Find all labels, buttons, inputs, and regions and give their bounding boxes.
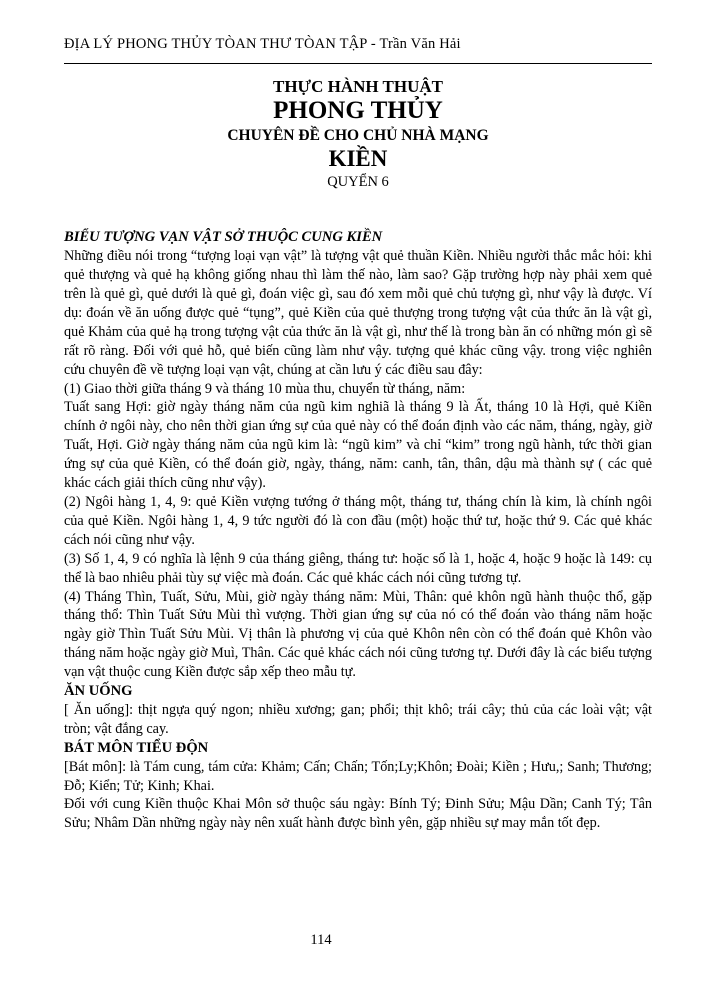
- title-line-2: PHONG THỦY: [273, 97, 443, 125]
- header-divider: [64, 63, 652, 64]
- paragraph-bat-mon-list: [Bát môn]: là Tám cung, tám cửa: Khảm; Cấn; Chấn; Tốn;Ly;Khôn; Đoài; Kiền ; Hưu,; Sanh; Thương; Đỗ; Kiển; Tử; Kinh; Khai.: [64, 758, 652, 794]
- page-number: 114: [310, 932, 332, 948]
- subheading-an-uong: ĂN UỐNG: [64, 683, 133, 700]
- subheading-bat-mon: BÁT MÔN TIỂU ĐỘN: [64, 739, 209, 756]
- paragraph-an-uong: [ Ăn uống]: thịt ngựa quý ngon; nhiều xương; gan; phổi; thịt khô; trái cây; thủ của các loài vật; vật tròn; vật đắng cay.: [64, 701, 652, 737]
- title-line-5: QUYỂN 6: [327, 174, 389, 191]
- page-footer: [0, 932, 702, 949]
- page-header-title: ĐỊA LÝ PHONG THỦY TÒAN THƯ TÒAN TẬP - Trần Văn Hải: [64, 36, 461, 52]
- paragraph-item-4: (4) Tháng Thìn, Tuất, Sửu, Mùi, giờ ngày tháng năm: Mùi, Thân: quẻ khôn ngũ hành thuộc thổ, gặp tháng thổ: Thìn Tuất Sửu Mùi thì vượng. Thời gian ứng sự của nó có thể đoán vào tháng năm hoặc ngày giờ Thìn Tuất Sửu Mùi. Vị thân là phương vị của quẻ Khôn nên còn có thể đoán quẻ Khôn vào tháng năm hoặc ngày giờ Muì, Thân. Các quẻ khác cách nói cũng tương tự. Dưới đây là các biểu tượng vạn vật thuộc cung Kiền được sắp xếp theo mẫu tự.: [64, 588, 652, 681]
- title-line-4: KIỀN: [328, 146, 388, 172]
- paragraph-item-1-detail: Tuất sang Hợi: giờ ngày tháng năm của ngũ kim nghiã là tháng 9 là Ất, tháng 10 là Hợi, quẻ Kiền chính ở ngôi này, cho nên thời gian ứng sự của quẻ này có thể đoán định vào các năm, tháng, ngày, giờ Tuất, Hợi. Giờ ngày tháng năm của ngũ kim là: “ngũ kim” và chỉ “kim” trong ngũ hành, tức thời gian ứng sự của quẻ Kiền, có thể đoán giờ, ngày, tháng, năm: canh, tân, thân, dậu mà thành sự ( các quẻ khác cách giải thích cũng như vậy).: [64, 399, 652, 492]
- paragraph-bat-mon-days: Đối với cung Kiền thuộc Khai Môn sở thuộc sáu ngày: Bính Tý; Đinh Sửu; Mậu Dần; Canh Tý; Tân Sửu; Nhâm Dần những ngày này nên xuất hành được bình yên, gặp nhiều sự may mắn tốt đẹp.: [64, 796, 652, 832]
- paragraph-item-3: (3) Số 1, 4, 9 có nghĩa là lệnh 9 của tháng giêng, tháng tư: hoặc số là 1, hoặc 4, hoặc 9 hoặc là 149: cụ thể là bao nhiêu phải tùy sự việc mà đoán. Các quẻ khác cách nói cũng tương tự.: [64, 550, 652, 586]
- title-line-1: THỰC HÀNH THUẬT: [272, 77, 444, 96]
- paragraph-intro: Những điều nói trong “tượng loại vạn vật” là tượng vật quẻ thuần Kiền. Nhiều người thắc mắc hỏi: khi quẻ thượng và quẻ hạ không giống nhau thì làm thế nào, làm sao? Gặp trường hợp này phải xem quẻ trên là quẻ gì, quẻ dưới là quẻ gì, đoán việc gì, sau đó xem mỗi quẻ chủ tượng gì, như vậy là được. Ví dụ: đoán về ăn uống được quẻ “tụng”, quẻ Kiền của quẻ thượng trong tượng vật của thức ăn là vật gì, quẻ Khảm của quẻ hạ trong tượng vật của thức ăn là vật gì, như thế là trong bàn ăn có những món gì sẽ rất rõ ràng. Đối với quẻ hỗ, quẻ biến cũng làm như vậy. tượng quẻ khác cũng vậy. trong việc nghiên cứu chuyên đề về tượng loại vạn vật, chúng at cần lưu ý các điều sau đây:: [64, 248, 652, 378]
- title-line-3: CHUYÊN ĐỀ CHO CHỦ NHÀ MẠNG: [227, 127, 489, 144]
- title-block: [64, 76, 652, 192]
- paragraph-item-2: (2) Ngôi hàng 1, 4, 9: quẻ Kiền vượng tướng ở tháng một, tháng tư, tháng chín là kim, là chính ngôi của quẻ Kiền. Ngôi hàng 1, 4, 9 tức người đó là con đầu (một) hoặc thứ tư, hoặc thứ 9. Các quẻ khác cách nói cũng như vậy.: [64, 493, 652, 548]
- section-heading: BIỂU TƯỢNG VẠN VẬT SỞ THUỘC CUNG KIỀN: [64, 229, 383, 246]
- page-content: [64, 36, 652, 833]
- paragraph-item-1: (1) Giao thời giữa tháng 9 và tháng 10 mùa thu, chuyển từ tháng, năm:: [64, 380, 466, 397]
- body-text: [64, 228, 652, 833]
